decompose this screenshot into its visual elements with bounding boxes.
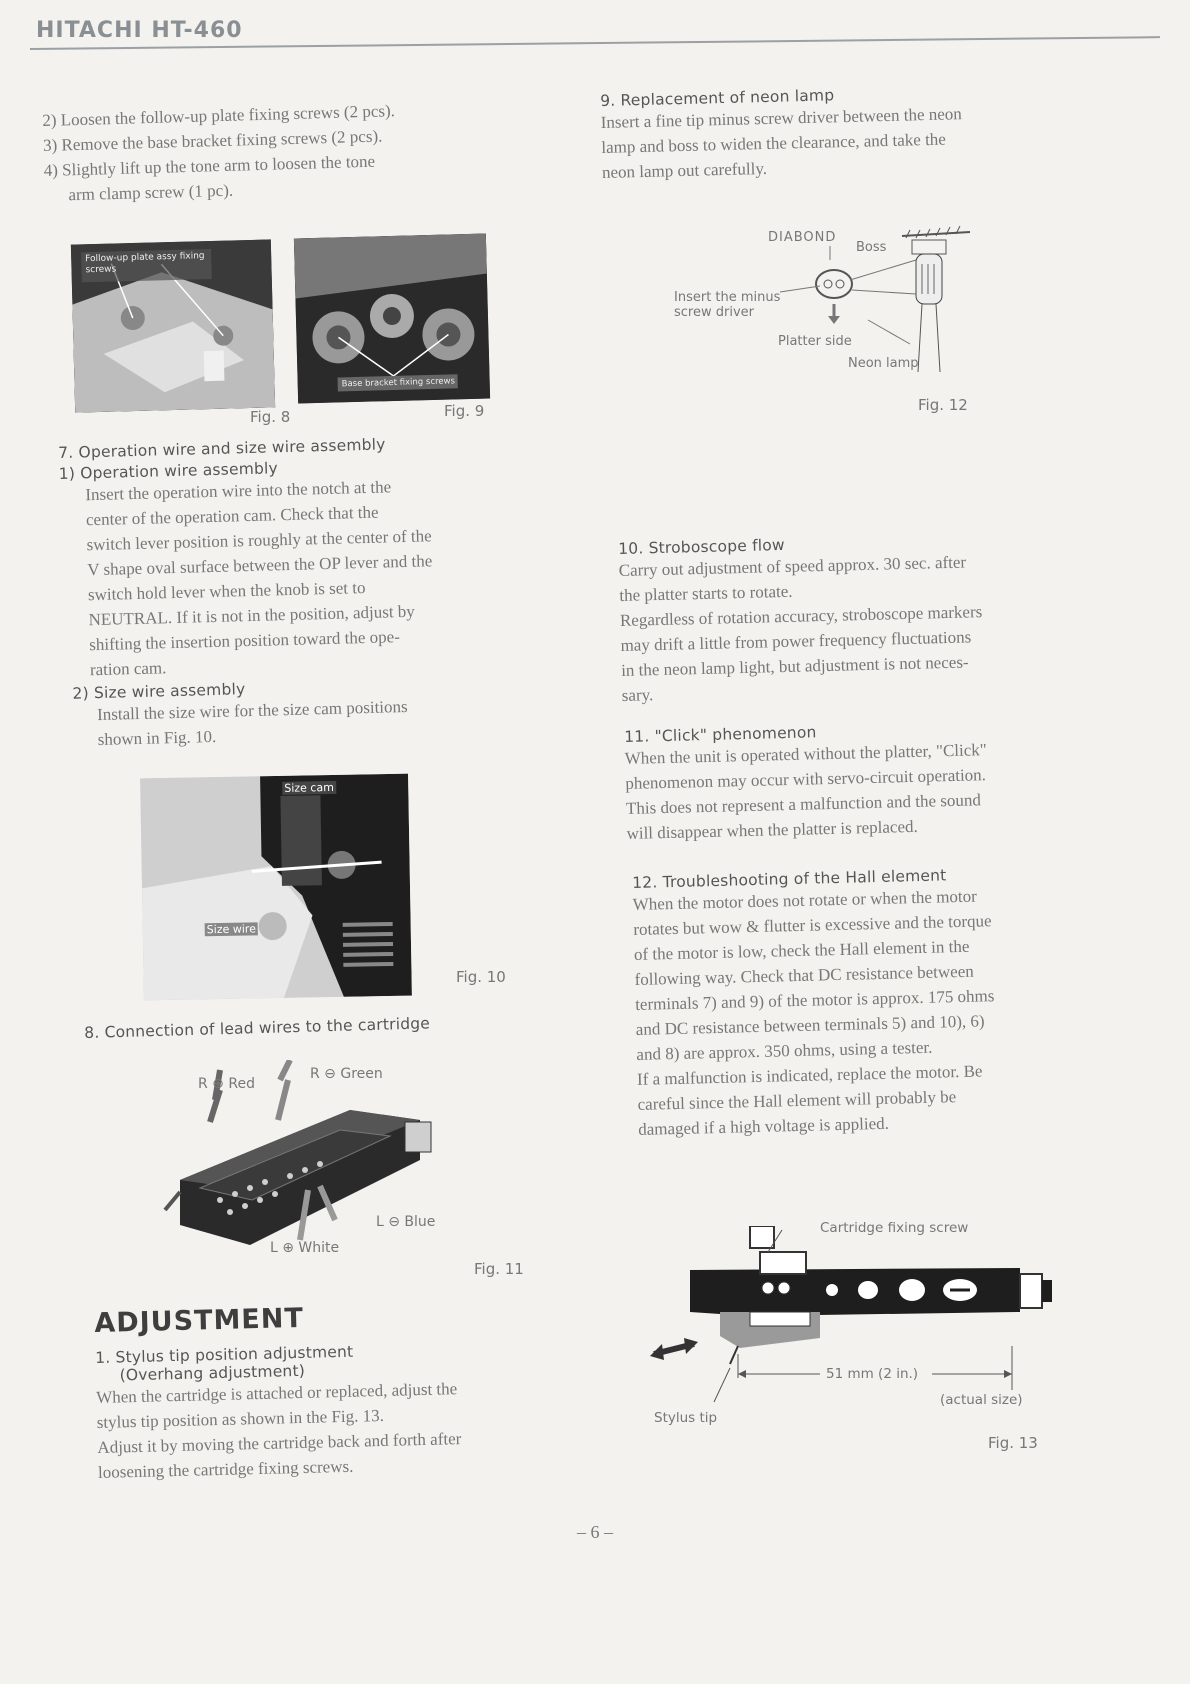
adjustment-line: loosening the cartridge fixing screws. <box>97 1456 354 1482</box>
section-8-title: 8. Connection of lead wires to the cartridge <box>84 1014 431 1042</box>
sec7-sub1-line: Insert the operation wire into the notch at the <box>85 477 392 505</box>
adjustment-line: Adjust it by moving the cartridge back and forth after <box>97 1429 462 1457</box>
sec10-line: Carry out adjustment of speed approx. 30 sec. after <box>618 552 967 580</box>
sec10-line: Regardless of rotation accuracy, stroboscope markers <box>619 602 983 630</box>
sec12-line: If a malfunction is indicated, replace the motor. Be <box>636 1061 983 1089</box>
fig13-diagram <box>650 1226 1090 1426</box>
sec12-line: terminals 7) and 9) of the motor is approx. 175 ohms <box>634 986 995 1014</box>
fig12-boss: Boss <box>856 240 887 255</box>
fig13-dimension: 51 mm (2 in.) <box>826 1366 919 1382</box>
sec9-line: Insert a fine tip minus screw driver between the neon <box>600 104 963 132</box>
fig8-annotation: Follow-up plate assy fixing screws <box>85 251 205 276</box>
sec7-sub1-line: NEUTRAL. If it is not in the position, adjust by <box>88 601 416 630</box>
section-9-title: 9. Replacement of neon lamp <box>600 86 835 110</box>
header-title: HITACHI HT-460 <box>36 18 243 43</box>
adjustment-line: When the cartridge is attached or replaced, adjust the <box>95 1379 458 1407</box>
sec12-line: of the motor is low, check the Hall element in the <box>633 936 970 964</box>
section-11-body <box>624 735 1066 846</box>
section-9-body <box>600 99 1042 185</box>
section-11-title: 11. "Click" phenomenon <box>624 723 817 746</box>
sec10-line: sary. <box>621 685 654 705</box>
sec12-line: rotates but wow & flutter is excessive and the torque <box>633 911 992 939</box>
section-7 <box>58 432 526 753</box>
section-11 <box>624 717 1067 846</box>
fig9-photo <box>294 234 490 404</box>
adjustment-title: ADJUSTMENT <box>94 1302 305 1339</box>
fig11-l-blue: L ⊖ Blue <box>376 1214 436 1230</box>
section-10-title: 10. Stroboscope flow <box>618 535 786 558</box>
fig8-label: Fig. 8 <box>250 408 291 426</box>
sec9-line: neon lamp out carefully. <box>601 158 768 182</box>
fig13-stylus-tip: Stylus tip <box>654 1410 718 1426</box>
sec7-sub2-line: shown in Fig. 10. <box>97 726 217 750</box>
sec7-sub1-line: shifting the insertion position toward the ope- <box>89 627 401 655</box>
fig10-size-wire-label: Size wire <box>206 922 257 937</box>
fig11-r-green: R ⊖ Green <box>310 1066 383 1082</box>
sec7-sub1-line: switch hold lever when the knob is set to <box>87 578 366 605</box>
sec10-line: the platter starts to rotate. <box>619 581 793 605</box>
adjustment-section <box>94 1297 558 1485</box>
fig10-label: Fig. 10 <box>456 968 506 986</box>
section-12 <box>632 863 1076 1142</box>
sec9-line: lamp and boss to widen the clearance, and take the <box>601 129 947 157</box>
sec12-line: and DC resistance between terminals 5) and 10), 6) <box>635 1011 985 1039</box>
section-7-sub1-title: 1) Operation wire assembly <box>58 459 279 483</box>
fig10-size-cam-label: Size cam <box>284 780 334 795</box>
section-7-sub2-body <box>65 691 526 753</box>
section-10-body <box>618 547 1062 708</box>
section-7-sub1-body <box>59 471 524 683</box>
fig12-insert-line-1: Insert the minus <box>674 290 781 305</box>
step-4: 4) Slightly lift up the tone arm to loosen the tone <box>43 151 376 180</box>
step-3: 3) Remove the base bracket fixing screws (2 pcs). <box>42 126 383 155</box>
sec11-line: When the unit is operated without the platter, "Click" <box>624 740 987 768</box>
fig12-label: Fig. 12 <box>918 396 968 414</box>
fig12-insert-line-2: screw driver <box>674 305 754 320</box>
disassembly-steps <box>42 96 485 208</box>
fig11-label: Fig. 11 <box>474 1260 524 1278</box>
sec12-line: When the motor does not rotate or when the motor <box>632 886 978 914</box>
fig12-platter-side: Platter side <box>778 334 852 349</box>
step-2: 2) Loosen the follow-up plate fixing screws (2 pcs). <box>42 101 396 130</box>
section-7-title: 7. Operation wire and size wire assembly <box>58 435 386 462</box>
sec11-line: phenomenon may occur with servo-circuit operation. <box>625 765 987 793</box>
fig13-actual-size: (actual size) <box>940 1392 1023 1408</box>
sec7-sub1-line: switch lever position is roughly at the center of the <box>86 526 432 555</box>
page-number: – 6 – <box>577 1522 613 1542</box>
sec12-line: damaged if a high voltage is applied. <box>638 1113 890 1139</box>
fig13-fixing-screw: Cartridge fixing screw <box>820 1220 969 1236</box>
fig8-photo <box>71 239 275 412</box>
fig11-l-white: L ⊕ White <box>270 1240 340 1256</box>
sec7-sub1-line: center of the operation cam. Check that the <box>85 502 379 530</box>
sec11-line: This does not represent a malfunction and the sound <box>625 790 982 818</box>
sec12-line: careful since the Hall element will probably be <box>637 1087 957 1114</box>
sec10-line: in the neon lamp light, but adjustment is not neces- <box>620 652 969 680</box>
fig9-label: Fig. 9 <box>444 402 485 420</box>
fig10-illustration <box>140 774 412 1001</box>
section-12-title: 12. Troubleshooting of the Hall element <box>632 866 947 892</box>
adjustment-body <box>96 1374 558 1485</box>
fig13-label: Fig. 13 <box>988 1434 1038 1452</box>
sec7-sub2-line: Install the size wire for the size cam positions <box>96 696 408 725</box>
sec7-sub1-line: ration cam. <box>89 658 167 680</box>
sec12-line: and 8) are approx. 350 ohms, using a tester. <box>636 1037 933 1064</box>
fig10-photo <box>140 774 412 1001</box>
fig12-neon-lamp: Neon lamp <box>848 356 919 371</box>
adjustment-sub-title-2: (Overhang adjustment) <box>119 1361 306 1385</box>
fig13-headshell-illustration <box>650 1226 1090 1426</box>
sec12-line: following way. Check that DC resistance between <box>634 961 974 989</box>
sec10-line: may drift a little from power frequency fluctuations <box>620 627 972 655</box>
section-9 <box>600 81 1042 185</box>
section-10 <box>618 529 1062 708</box>
step-4-cont: arm clamp screw (1 pc). <box>68 180 234 205</box>
sec7-sub1-line: V shape oval surface between the OP lever and the <box>87 551 433 580</box>
fig9-annotation: Base bracket fixing screws <box>341 376 456 390</box>
section-12-body <box>632 881 1076 1142</box>
fig12-insert-label <box>674 290 780 320</box>
adjustment-sub-title: 1. Stylus tip position adjustment <box>95 1342 354 1367</box>
fig12-diabond: DIABOND <box>768 230 837 245</box>
adjustment-line: stylus tip position as shown in the Fig. 13. <box>96 1405 385 1432</box>
sec11-line: will disappear when the platter is replaced. <box>626 816 918 843</box>
fig11-r-red: R ⊕ Red <box>198 1076 255 1092</box>
section-7-sub2-title: 2) Size wire assembly <box>72 680 246 703</box>
